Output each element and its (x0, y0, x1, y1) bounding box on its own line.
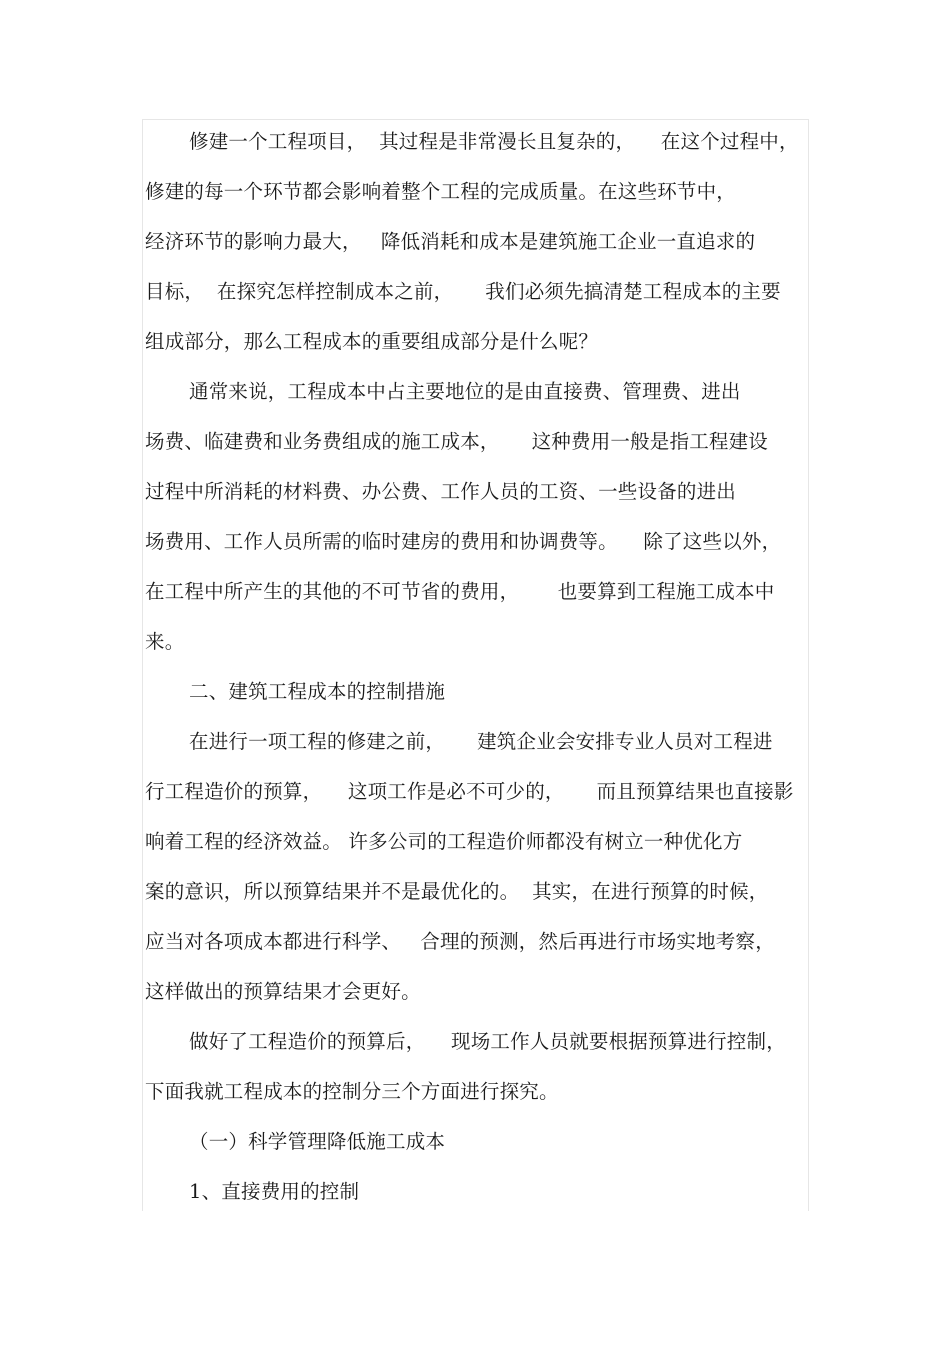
text-line: 场费用、工作人员所需的临时建房的费用和协调费等。 除了这些以外， (145, 530, 782, 553)
text-line: 修建的每一个环节都会影响着整个工程的完成质量。在这些环节中， (145, 180, 737, 203)
text-line: 在进行一项工程的修建之前， 建筑企业会安排专业人员对工程进 (189, 730, 773, 753)
text-line: 通常来说，工程成本中占主要地位的是由直接费、管理费、进出 (189, 380, 741, 403)
text-line: 组成部分，那么工程成本的重要组成部分是什么呢？ (145, 330, 599, 353)
text-line: 目标， 在探究怎样控制成本之前， 我们必须先搞清楚工程成本的主要 (145, 280, 781, 303)
section-heading: 二、建筑工程成本的控制措施 (189, 680, 446, 703)
subsection-heading: 1、直接费用的控制 (189, 1180, 360, 1203)
text-line: 修建一个工程项目， 其过程是非常漫长且复杂的， 在这个过程中， (189, 130, 799, 153)
subsection-heading: （一）科学管理降低施工成本 (189, 1130, 446, 1153)
text-line: 过程中所消耗的材料费、办公费、工作人员的工资、一些设备的进出 (145, 480, 737, 503)
text-line: 下面我就工程成本的控制分三个方面进行探究。 (145, 1080, 559, 1103)
text-line: 来。 (145, 630, 185, 653)
text-line: 做好了工程造价的预算后， 现场工作人员就要根据预算进行控制， (189, 1030, 786, 1053)
text-line: 应当对各项成本都进行科学、 合理的预测，然后再进行市场实地考察， (145, 930, 775, 953)
text-line: 案的意识，所以预算结果并不是最优化的。 其实，在进行预算的时候， (145, 880, 769, 903)
text-line: 经济环节的影响力最大， 降低消耗和成本是建筑施工企业一直追求的 (145, 230, 756, 253)
text-line: 在工程中所产生的其他的不可节省的费用， 也要算到工程施工成本中 (145, 580, 775, 603)
text-line: 响着工程的经济效益。 许多公司的工程造价师都没有树立一种优化方 (145, 830, 743, 853)
text-line: 这样做出的预算结果才会更好。 (145, 980, 421, 1003)
text-line: 行工程造价的预算， 这项工作是必不可少的， 而且预算结果也直接影 (145, 780, 794, 803)
text-line: 场费、临建费和业务费组成的施工成本， 这种费用一般是指工程建设 (145, 430, 768, 453)
